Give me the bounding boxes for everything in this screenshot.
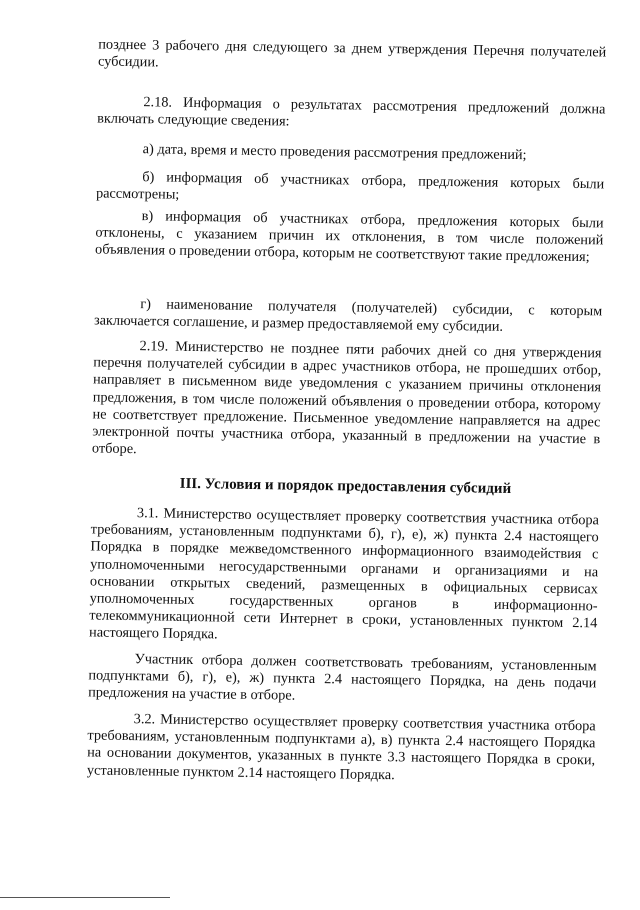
section-heading: III. Условия и порядок предоставления субсидий	[179, 475, 512, 498]
paragraph-2-18-v: в) информация об участниках отбора, предложения которых были отклонены, с указанием причин их отклонения, в том числе положений объявления о проведении отбора, которым не соответствуют такие предложения;	[94, 208, 604, 266]
footer-rule	[0, 897, 170, 898]
paragraph-continuation: позднее 3 рабочего дня следующего за днем утверждения Перечня получателей субсидии.	[97, 36, 607, 71]
paragraph-2-19: 2.19. Министерство не позднее пяти рабочих дней со дня утверждения перечня получателей субсидии в адрес участников отбора, не прошедших отбор, направляет в письменном виде уведомления с указанием причины отклонения предложения, в том числе положений объявления о проведении отбора, которому не соответствует предложение. Письменное уведомление направляется на адрес электронной почты участника отбора, указанный в предложении на участие в отборе.	[91, 338, 602, 458]
paragraph-2-18: 2.18. Информация о результатах рассмотрения предложений должна включать следующие сведения:	[97, 94, 606, 130]
paragraph-2-18-g: г) наименование получателя (получателей) субсидии, с которым заключается соглашение, и размер предоставляемой ему субсидии.	[93, 296, 603, 336]
paragraph-3-2: 3.2. Министерство осуществляет проверку соответствия участника отбора требованиям, установленным подпунктами а), в) пункта 2.4 настоящего Порядка на основании документов, указанных в пункте 3.3 настоящего Порядка в сроки, установленные пунктом 2.14 настоящего Порядка.	[86, 711, 596, 783]
paragraph-2-18-a: а) дата, время и место проведения рассмотрения предложений;	[142, 141, 527, 164]
paragraph-3-1: 3.1. Министерство осуществляет проверку соответствия участника отбора требованиям, установленным подпунктами б), г), е), ж) пункта 2.4 настоящего Порядка в порядке межведомственного информационного взаимодействия с уполномоченными негосударственными органами и организациями и на основании открытых сведений, размещенных в официальных сервисах уполномоченных государственных органов в информационно-телекоммуникационной сети Интернет в сроки, установленных пунктом 2.14 настоящего Порядка.	[88, 505, 600, 643]
paragraph-2-18-b: б) информация об участниках отбора, предложения которых были рассмотрены;	[95, 169, 605, 203]
paragraph-3-1-requirement: Участник отбора должен соответствовать требованиям, установленным подпунктами б), г), е), ж) пункта 2.4 настоящего Порядка, на день подачи предложения на участие в отборе.	[88, 651, 597, 705]
